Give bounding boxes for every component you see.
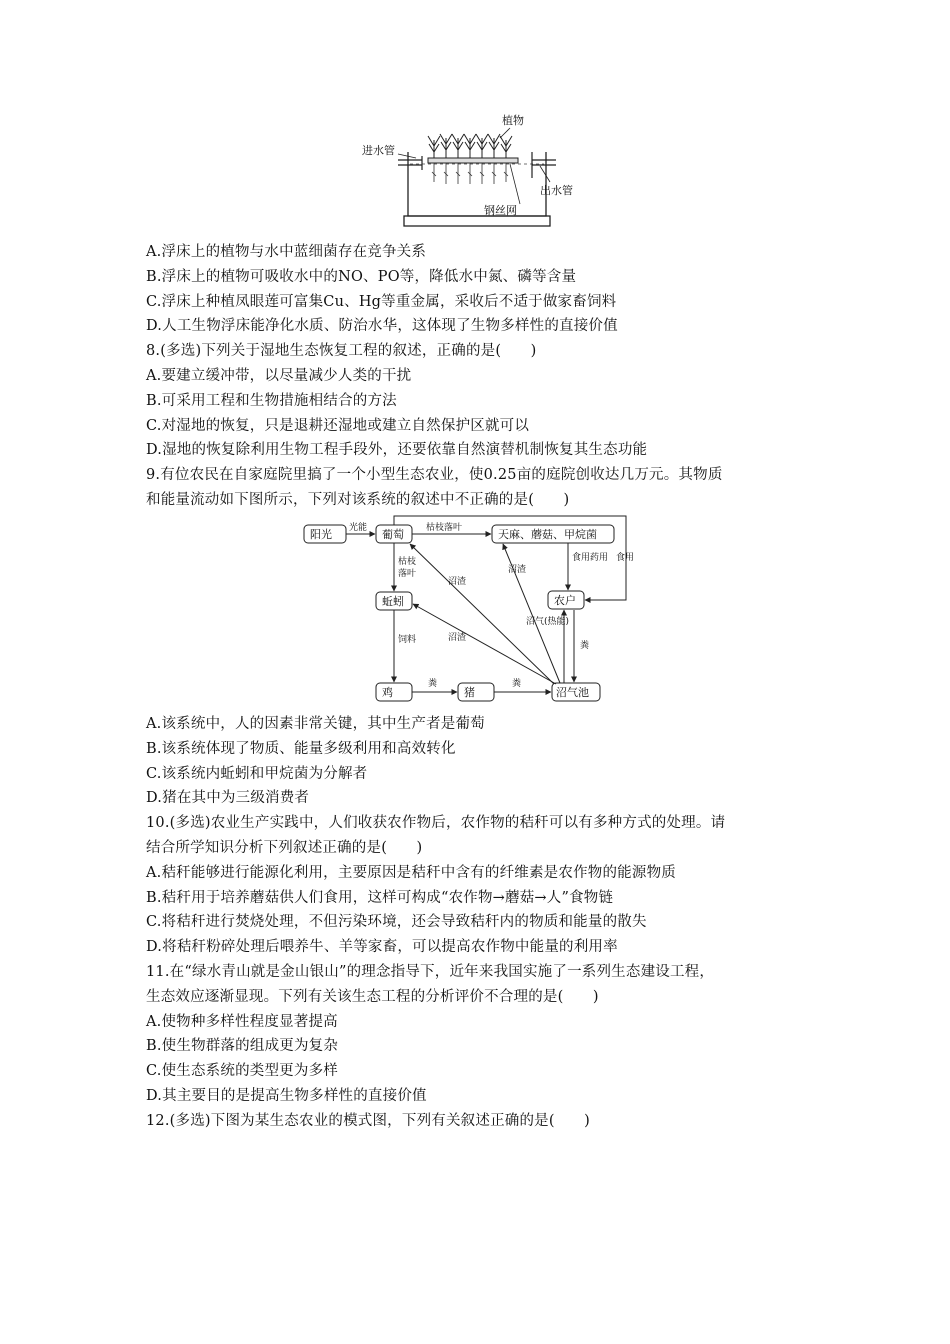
node-digester: 沼气池	[556, 686, 589, 699]
label-residue-1: 沼渣	[448, 577, 467, 587]
label-mesh: 钢丝网	[484, 204, 517, 217]
label-edible-medicine: 食用药用	[572, 553, 609, 563]
text-line: 生态效应逐渐显现。下列有关该生态工程的分析评价不合理的是( )	[146, 988, 599, 1005]
text-line: D.人工生物浮床能净化水质、防治水华，这体现了生物多样性的直接价值	[146, 318, 618, 335]
label-branches: 枯枝落叶	[426, 523, 463, 533]
label-manure-3: 粪	[512, 679, 522, 689]
label-manure-2: 粪	[428, 679, 438, 689]
question-11-stem: 11.在“绿水青山就是金山银山”的理念指导下，近年来我国实施了一系列生态建设工程，	[146, 963, 715, 980]
question-12-stem: 12.(多选)下图为某生态农业的模式图，下列有关叙述正确的是( )	[146, 1112, 590, 1129]
label-residue-3: 沼渣	[508, 565, 527, 575]
label-outlet: 出水管	[540, 184, 573, 197]
node-grape: 葡萄	[382, 528, 404, 541]
label-light: 光能	[349, 523, 368, 533]
text-line: A.浮床上的植物与水中蓝细菌存在竞争关系	[146, 244, 427, 260]
eco-farm-flow-diagram	[298, 512, 636, 707]
label-branches-v2: 落叶	[398, 569, 417, 579]
text-line: B.该系统体现了物质、能量多级利用和高效转化	[146, 740, 456, 757]
text-line: 和能量流动如下图所示，下列对该系统的叙述中不正确的是( )	[146, 491, 570, 508]
text-line: B.浮床上的植物可吸收水中的NO、PO等，降低水中氮、磷等含量	[146, 268, 577, 285]
node-chicken: 鸡	[382, 686, 393, 699]
label-plant: 植物	[502, 114, 524, 127]
text-line: A.使物种多样性程度显著提高	[146, 1013, 338, 1030]
label-biogas: 沼气(热能)	[526, 617, 570, 627]
question-10-stem: 10.(多选)农业生产实践中，人们收获农作物后，农作物的秸秆可以有多种方式的处理。请	[146, 815, 726, 832]
question-9-stem: 9.有位农民在自家庭院里搞了一个小型生态农业，使0.25亩的庭院创收达几万元。其物质	[146, 467, 723, 484]
text-line: D.猪在其中为三级消费者	[146, 790, 310, 807]
text-line: C.将秸秆进行焚烧处理，不但污染环境，还会导致秸秆内的物质和能量的散失	[146, 914, 647, 931]
node-earthworm: 蚯蚓	[382, 595, 404, 608]
text-line: C.使生态系统的类型更为多样	[146, 1063, 338, 1080]
floating-bed-figure	[360, 112, 590, 234]
text-line: A.该系统中，人的因素非常关键，其中生产者是葡萄	[146, 716, 485, 732]
label-residue-2: 沼渣	[448, 633, 467, 643]
text-line: D.将秸秆粉碎处理后喂养牛、羊等家畜，可以提高农作物中能量的利用率	[146, 939, 618, 956]
text-line: C.该系统内蚯蚓和甲烷菌为分解者	[146, 765, 368, 782]
text-line: A.秸秆能够进行能源化利用，主要原因是秸秆中含有的纤维素是农作物的能源物质	[146, 864, 676, 881]
node-pig: 猪	[464, 686, 475, 699]
label-feed: 饲料	[398, 635, 417, 645]
text-line: D.湿地的恢复除利用生物工程手段外，还要依靠自然演替机制恢复其生态功能	[146, 442, 648, 459]
text-line: C.浮床上种植凤眼莲可富集Cu、Hg等重金属，采收后不适于做家畜饲料	[146, 293, 617, 310]
label-branches-v1: 枯枝	[398, 557, 417, 567]
text-line: B.可采用工程和生物措施相结合的方法	[146, 392, 397, 409]
text-line: B.使生物群落的组成更为复杂	[146, 1038, 339, 1055]
text-line: D.其主要目的是提高生物多样性的直接价值	[146, 1087, 427, 1104]
node-sun: 阳光	[310, 528, 332, 541]
question-block-1	[146, 240, 826, 513]
text-line: 结合所学知识分析下列叙述正确的是( )	[146, 839, 423, 856]
question-block-2	[146, 712, 826, 1134]
text-line: C.对湿地的恢复，只是退耕还湿地或建立自然保护区就可以	[146, 417, 530, 434]
text-line: A.要建立缓冲带，以尽量减少人类的干扰	[146, 367, 412, 384]
label-manure-1: 粪	[580, 641, 590, 651]
label-edible: 食用	[616, 553, 635, 563]
text-line: B.秸秆用于培养蘑菇供人们食用，这样可构成“农作物→蘑菇→人”食物链	[146, 889, 614, 906]
label-inlet: 进水管	[362, 144, 395, 157]
node-fungi: 天麻、蘑菇、甲烷菌	[498, 528, 597, 541]
question-8-stem: 8.(多选)下列关于湿地生态恢复工程的叙述，正确的是( )	[146, 343, 537, 360]
node-farmer: 农户	[554, 594, 576, 607]
